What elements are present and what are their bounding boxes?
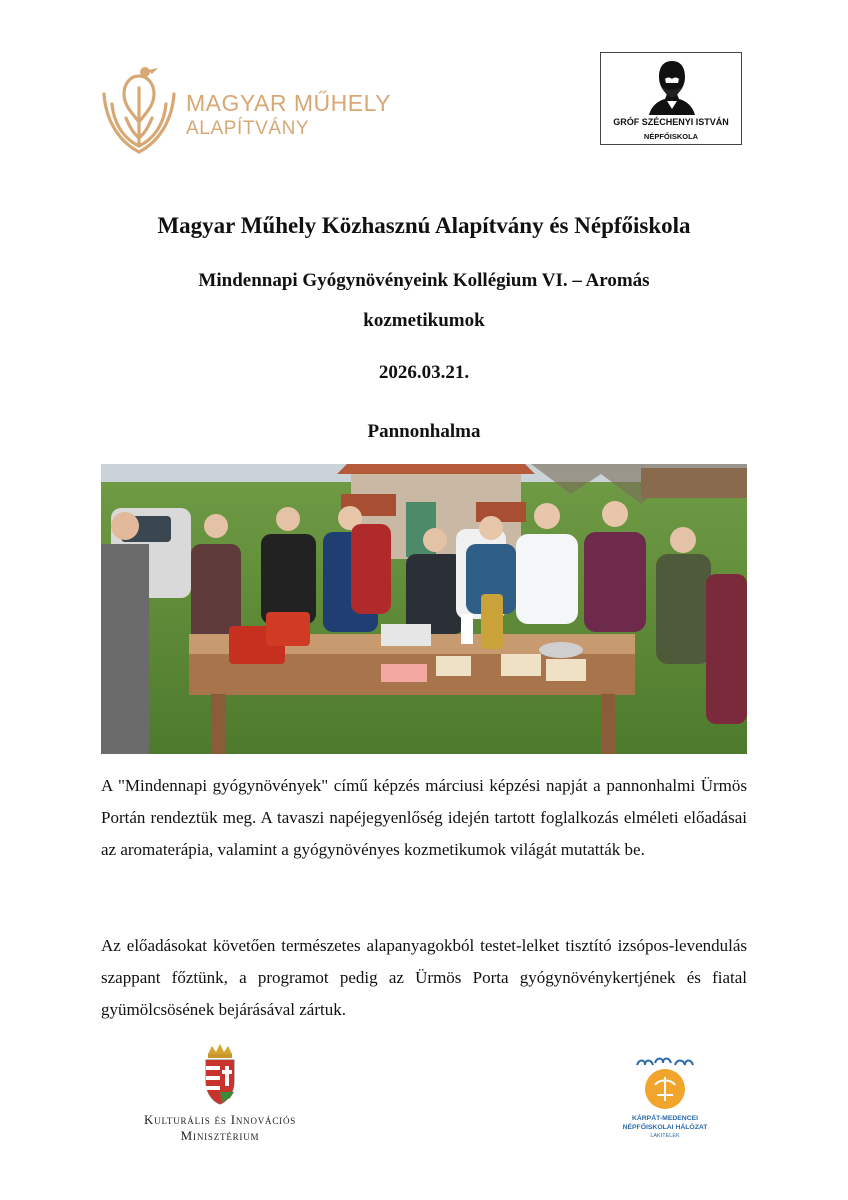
magyar-muhely-subtitle: ALAPÍTVÁNY bbox=[186, 118, 310, 139]
szechenyi-subtitle: NÉPFŐISKOLA bbox=[643, 132, 699, 141]
organization-title: Magyar Műhely Közhasznú Alapítvány és Népfőiskola bbox=[157, 213, 691, 238]
group-photo-icon bbox=[101, 464, 747, 754]
event-title-line1: Mindennapi Gyógynövényeink Kollégium VI. – Aromás bbox=[198, 270, 650, 291]
karpat-medencei-place: LAKITELEK bbox=[650, 1133, 680, 1139]
karpat-medencei-halozat-logo bbox=[600, 1055, 730, 1145]
karpat-medencei-subtitle: NÉPFŐISKOLAI HÁLÓZAT bbox=[622, 1124, 708, 1131]
hungarian-coat-of-arms-icon bbox=[202, 1040, 238, 1106]
szechenyi-nepfoiskola-logo bbox=[600, 52, 742, 145]
event-location: Pannonhalma bbox=[367, 421, 481, 442]
ministry-subtitle: Minisztérium bbox=[180, 1128, 260, 1143]
magyar-muhely-name: MAGYAR MŰHELY bbox=[186, 90, 392, 116]
magyar-muhely-logo bbox=[100, 64, 400, 154]
event-photo bbox=[101, 464, 747, 754]
ministry-name: Kulturális és Innovációs bbox=[143, 1112, 297, 1127]
szechenyi-portrait-icon bbox=[647, 57, 697, 115]
event-date: 2026.03.21. bbox=[378, 362, 470, 383]
karpat-medencei-emblem-icon bbox=[631, 1055, 699, 1113]
szechenyi-name: GRÓF SZÉCHENYI ISTVÁN bbox=[613, 117, 729, 127]
magyar-muhely-emblem-icon bbox=[100, 64, 178, 154]
body-paragraph-1: A "Mindennapi gyógynövények" című képzés márciusi képzési napját a pannonhalmi Ürmös Portán rendeztük meg. A tavaszi napéjegyenlőség idején tartott foglalkozás elméleti előadásai az aromaterápia, valamint a gyógynövényes kozmetikumok világát mutatták be. bbox=[101, 776, 747, 859]
karpat-medencei-name: KÁRPÁT-MEDENCEI bbox=[631, 1115, 699, 1122]
event-title-line2: kozmetikumok bbox=[363, 310, 485, 331]
body-paragraph-2: Az előadásokat követően természetes alapanyagokból testet-lelket tisztító izsópos-levendulás szappant főztünk, a programot pedig az Ürmös Porta gyógynövénykertjének és fiatal gyümölcsösének bejárásával zártuk. bbox=[101, 936, 747, 1019]
ministry-logo bbox=[120, 1040, 320, 1150]
